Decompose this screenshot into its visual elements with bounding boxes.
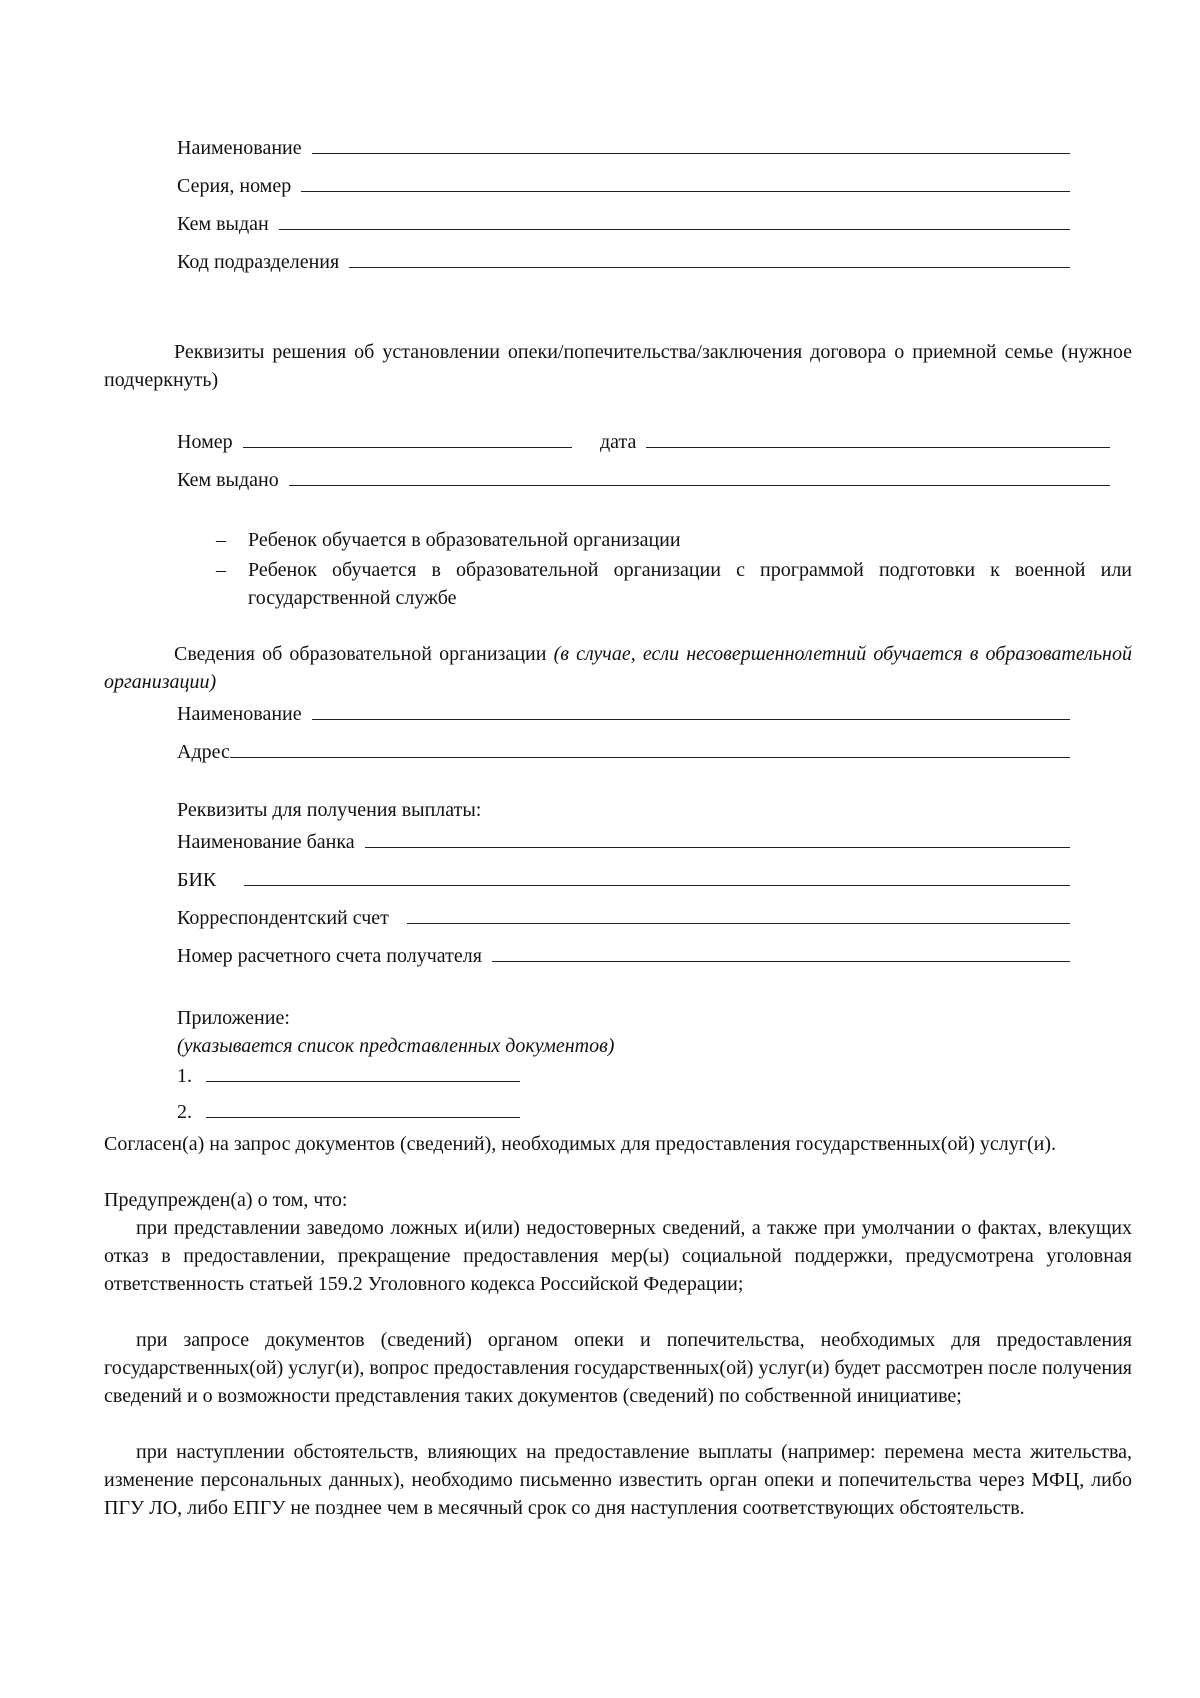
study-bullet-2[interactable]	[216, 556, 1132, 612]
guardianship-intro: Реквизиты решения об установлении опеки/попечительства/заключения договора о приемной семье (нужное подчеркнуть)	[104, 341, 1132, 391]
bik-field[interactable]	[244, 866, 1070, 886]
study-bullet-2-text: Ребенок обучается в образовательной организации с программой подготовки к военной или государственной службе	[248, 559, 1132, 609]
guardianship-issued-label: Кем выдано	[177, 469, 279, 491]
guardianship-number-label: Номер	[177, 431, 233, 453]
id-code-label: Код подразделения	[177, 251, 340, 273]
attachment-item-2-number: 2.	[177, 1101, 192, 1123]
attachment-item-2	[177, 1098, 520, 1124]
id-name-row	[177, 134, 1070, 162]
warning-1: при представлении заведомо ложных и(или) недостоверных сведений, а также при умолчании о фактах, влекущих отказ в предоставлении, прекращение предоставления мер(ы) социальной поддержки, предусмотрена уголовная ответственность статьей 159.2 Уголовного кодекса Российской Федерации;	[104, 1217, 1132, 1295]
consent-agree: Согласен(а) на запрос документов (сведений), необходимых для предоставления государственных(ой) услуг(и).	[104, 1133, 1056, 1155]
warning-3: при наступлении обстоятельств, влияющих на предоставление выплаты (например: перемена места жительства, изменение персональных данных), необходимо письменно известить орган опеки и попечительства через МФЦ, либо ПГУ ЛО, либо ЕПГУ не позднее чем в месячный срок со дня наступления соответствующих обстоятельств.	[104, 1441, 1132, 1519]
consent-warned: Предупрежден(а) о том, что:	[104, 1189, 348, 1211]
guardianship-number-row	[177, 428, 572, 456]
corr-account-field[interactable]	[407, 904, 1070, 924]
edu-org-intro-text: Сведения об образовательной организации	[174, 643, 554, 665]
bik-row	[177, 866, 1070, 894]
corr-account-row	[177, 904, 1070, 932]
attachment-item-1	[177, 1062, 520, 1088]
guardianship-date-field[interactable]	[646, 428, 1110, 448]
bullet-dash: –	[216, 529, 226, 551]
id-issued-row	[177, 210, 1070, 238]
id-series-label: Серия, номер	[177, 175, 292, 197]
edu-address-label: Адрес	[177, 741, 230, 763]
attachment-note: (указывается список представленных документов)	[177, 1035, 615, 1057]
payment-title: Реквизиты для получения выплаты:	[177, 799, 482, 821]
bank-row	[177, 828, 1070, 856]
edu-name-field[interactable]	[312, 700, 1070, 720]
guardianship-issued-field[interactable]	[289, 466, 1110, 486]
warning-2: при запросе документов (сведений) органом опеки и попечительства, необходимых для предоставления государственных(ой) услуг(и), вопрос предоставления государственных(ой) услуг(и) будет рассмотрен после получения сведений и о возможности представления таких документов (сведений) по собственной инициативе;	[104, 1329, 1132, 1407]
account-label: Номер расчетного счета получателя	[177, 945, 482, 967]
id-series-row	[177, 172, 1070, 200]
study-bullet-1[interactable]	[216, 526, 1132, 554]
bik-label: БИК	[177, 869, 217, 891]
edu-name-row	[177, 700, 1070, 728]
account-field[interactable]	[492, 942, 1070, 962]
bank-field[interactable]	[365, 828, 1070, 848]
account-row	[177, 942, 1070, 970]
id-issued-field[interactable]	[279, 210, 1070, 230]
corr-account-label: Корреспондентский счет	[177, 907, 389, 929]
id-name-field[interactable]	[312, 134, 1070, 154]
id-code-row	[177, 248, 1070, 276]
id-issued-label: Кем выдан	[177, 213, 269, 235]
edu-name-label: Наименование	[177, 703, 302, 725]
bank-label: Наименование банка	[177, 831, 355, 853]
attachment-item-2-field[interactable]	[206, 1098, 520, 1118]
guardianship-date-row	[600, 428, 1110, 456]
id-name-label: Наименование	[177, 137, 302, 159]
edu-address-field[interactable]	[230, 738, 1070, 758]
guardianship-number-field[interactable]	[243, 428, 572, 448]
guardianship-date-label: дата	[600, 431, 637, 453]
attachment-title: Приложение:	[177, 1007, 290, 1029]
study-bullet-1-text: Ребенок обучается в образовательной организации	[248, 529, 681, 551]
guardianship-issued-row	[177, 466, 1110, 494]
edu-org-intro-note: (в случае, если несовершеннолетний обучается в образовательной организации)	[104, 643, 1132, 693]
bullet-dash: –	[216, 559, 226, 581]
id-series-field[interactable]	[301, 172, 1070, 192]
attachment-item-1-field[interactable]	[206, 1062, 520, 1082]
id-code-field[interactable]	[349, 248, 1070, 268]
attachment-item-1-number: 1.	[177, 1065, 192, 1087]
edu-address-row	[177, 738, 1070, 766]
edu-org-intro	[104, 640, 1132, 696]
